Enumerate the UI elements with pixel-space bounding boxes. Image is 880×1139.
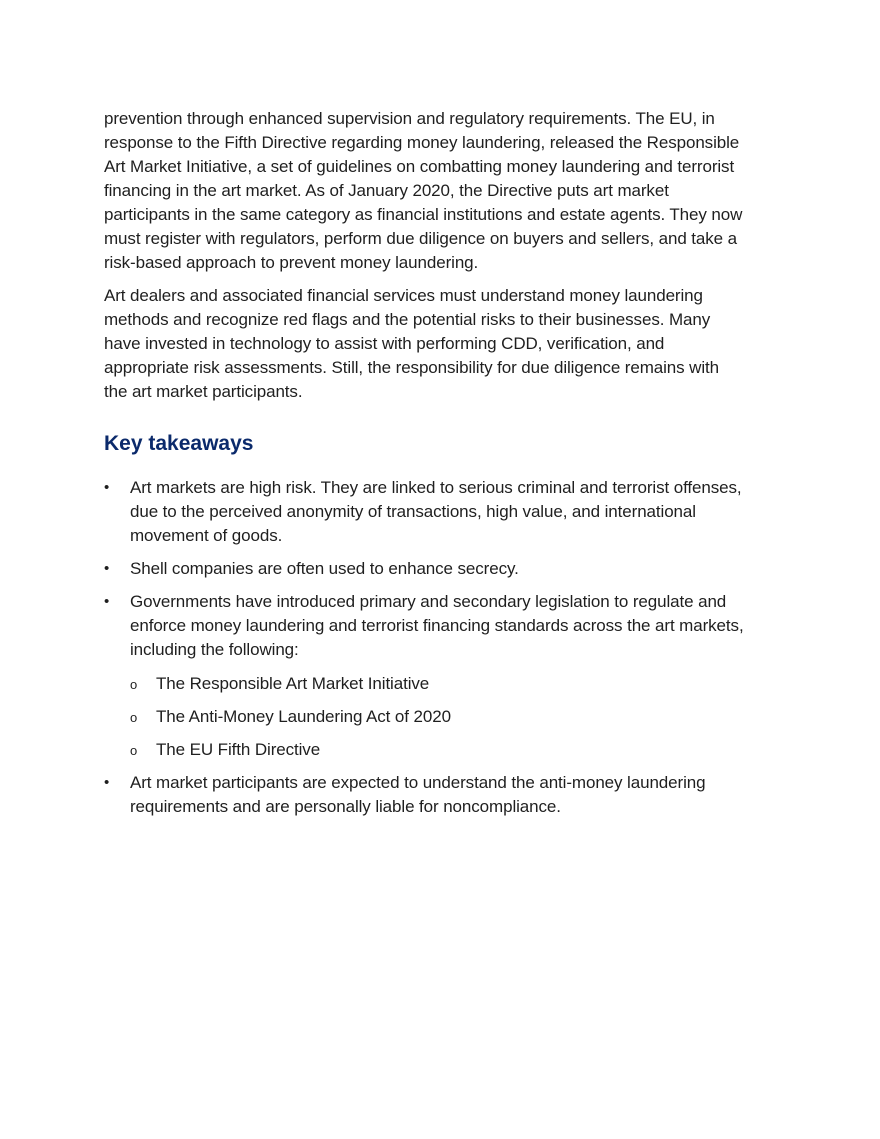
bullet-icon: •	[104, 593, 110, 610]
sub-list-item-text: The Anti-Money Laundering Act of 2020	[156, 707, 451, 726]
list-item	[104, 590, 744, 762]
body-paragraph: prevention through enhanced supervision and regulatory requirements. The EU, in response to the Fifth Directive regarding money laundering, released the Responsible Art Market Initiative, a set of guidelines on combatting money laundering and terrorist financing in the art market. As of January 2020, the Directive puts art market participants in the same category as financial institutions and estate agents. They now must register with regulators, perform due diligence on buyers and sellers, and take a risk-based approach to prevent money laundering.	[104, 109, 743, 272]
circle-bullet-icon: o	[130, 743, 138, 758]
takeaways-list	[104, 476, 744, 819]
sub-list-item	[130, 738, 744, 762]
list-item-text: Shell companies are often used to enhance secrecy.	[130, 559, 519, 578]
sub-list-item-text: The EU Fifth Directive	[156, 740, 321, 759]
bullet-icon: •	[104, 774, 110, 791]
body-paragraph: Art dealers and associated financial services must understand money laundering methods and recognize red flags and the potential risks to their businesses. Many have invested in technology to assist with performing CDD, verification, and appropriate risk assessments. Still, the responsibility for due diligence remains with the art market participants.	[104, 286, 720, 401]
sub-list-item	[130, 672, 744, 696]
list-item-text: Art markets are high risk. They are linked to serious criminal and terrorist offenses, due to the perceived anonymity of transactions, high value, and international movement of goods.	[130, 478, 742, 545]
sub-list-item	[130, 705, 744, 729]
sub-list-item-text: The Responsible Art Market Initiative	[156, 674, 430, 693]
list-item-text: Art market participants are expected to understand the anti-money laundering requirements and are personally liable for noncompliance.	[130, 773, 706, 816]
list-item	[104, 557, 744, 581]
list-item	[104, 771, 744, 819]
list-item-text: Governments have introduced primary and secondary legislation to regulate and enforce money laundering and terrorist financing standards across the art markets, including the following:	[130, 592, 744, 659]
circle-bullet-icon: o	[130, 710, 138, 725]
bullet-icon: •	[104, 479, 110, 496]
circle-bullet-icon: o	[130, 677, 138, 692]
bullet-icon: •	[104, 560, 110, 577]
section-heading: Key takeaways	[104, 432, 254, 455]
list-item	[104, 476, 744, 548]
sub-list	[130, 672, 744, 762]
document-page	[104, 107, 744, 828]
